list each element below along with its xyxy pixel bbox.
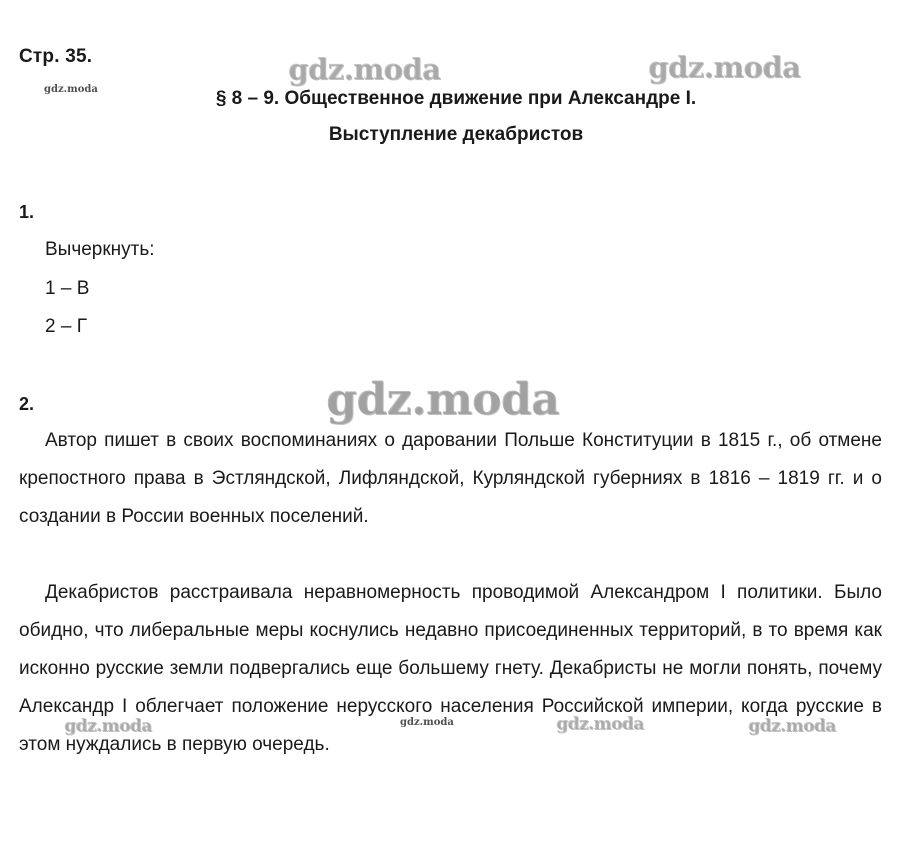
watermark-logo: gdz.moda bbox=[400, 717, 454, 728]
watermark-logo: gdz.moda bbox=[648, 50, 801, 84]
watermark-logo: gdz.moda bbox=[288, 52, 441, 86]
task-2-number: 2. bbox=[19, 394, 35, 414]
task-2-paragraph-1: Автор пишет в своих воспоминаниях о даровании Польше Конституции в 1815 г., об отмене крепостного права в Эстляндской, Лифляндской, Курляндской губерниях в 1816 – 1819 гг. и о создании в России военных поселений. bbox=[19, 430, 882, 527]
task-2-paragraph-2: Декабристов расстраивала неравномерность проводимой Александром I политики. Было обидно, что либеральные меры коснулись недавно присоединенных территорий, в то время как исконно русские земли подвергались еще большему гнету. Декабристы не могли понять, почему Александр I облегчает положение нерусского населения Российской империи, когда русские в этом нуждались в первую очередь. bbox=[19, 582, 882, 755]
section-subtitle: Выступление декабристов bbox=[328, 124, 584, 145]
task-1-number: 1. bbox=[19, 202, 35, 222]
task-1-answer-2: 2 – Г bbox=[45, 316, 87, 337]
watermark-logo: gdz.moda bbox=[64, 716, 152, 736]
task-1-instruction: Вычеркнуть: bbox=[45, 239, 155, 260]
section-title: § 8 – 9. Общественное движение при Александре I. bbox=[215, 88, 697, 109]
watermark-logo: gdz.moda bbox=[748, 716, 836, 736]
watermark-logo: gdz.moda bbox=[556, 714, 644, 734]
watermark-logo: gdz.moda bbox=[44, 84, 98, 95]
watermark-logo: gdz.moda bbox=[326, 374, 560, 425]
task-1-answer-1: 1 – В bbox=[45, 278, 90, 299]
page-number-label: Стр. 35. bbox=[19, 46, 93, 67]
